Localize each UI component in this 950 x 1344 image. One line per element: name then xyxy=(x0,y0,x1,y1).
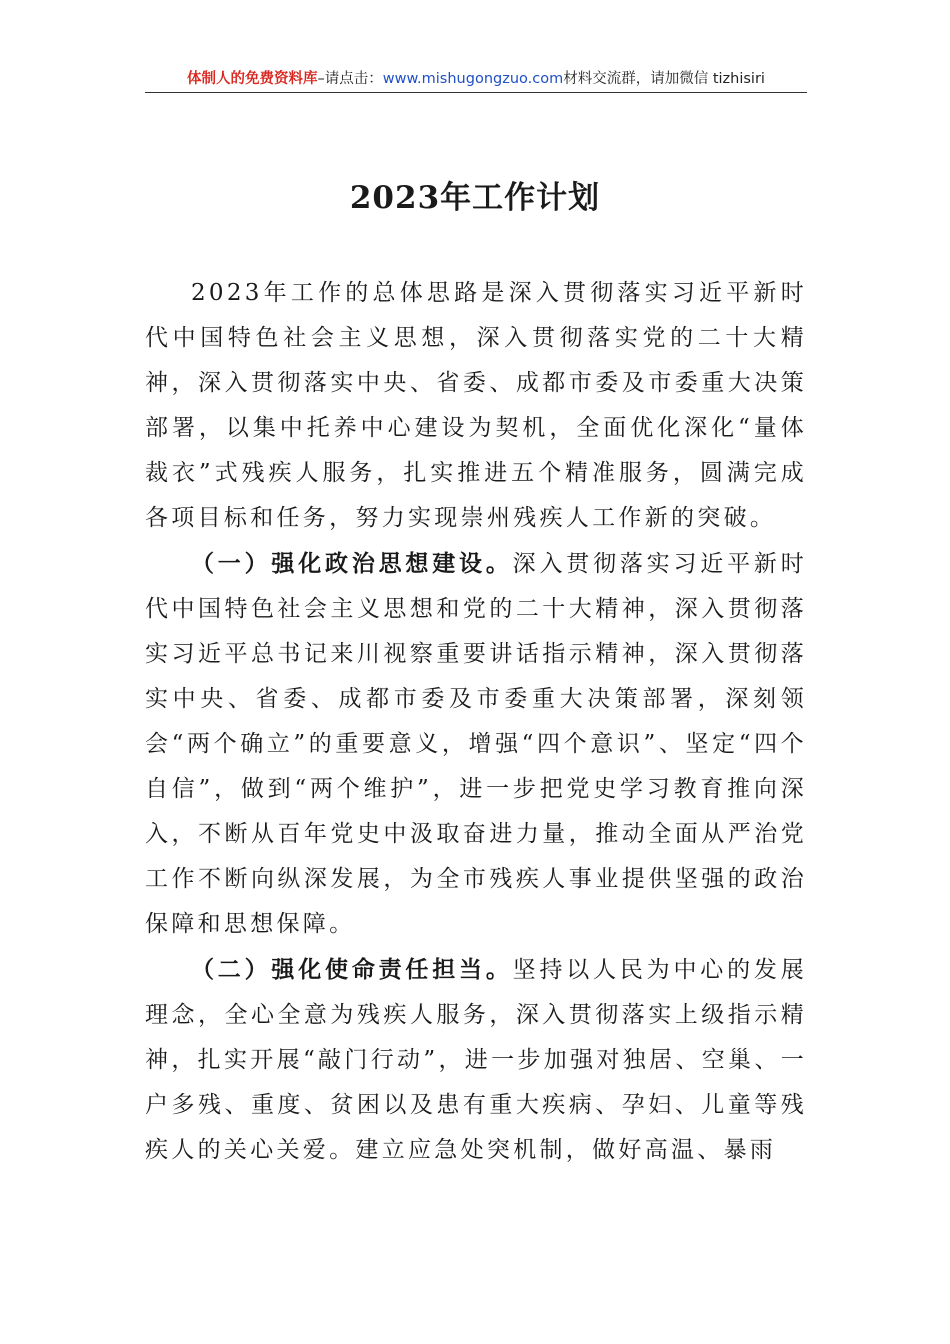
page-header xyxy=(145,68,807,93)
paragraph-section-1 xyxy=(145,541,807,947)
paragraph-text: 坚持以人民为中心的发展理念，全心全意为残疾人服务，深入贯彻落实上级指示精神，扎实开展“敲门行动”，进一步加强对独居、空巢、一户多残、重度、贫困以及患有重大疾病、孕妇、儿童等残疾人的关心关爱。建立应急处突机制，做好高温、暴雨 xyxy=(145,957,807,1163)
header-brand: 体制人的免费资料库 xyxy=(187,71,318,87)
paragraph-text: 深入贯彻落实习近平新时代中国特色社会主义思想和党的二十大精神，深入贯彻落实习近平总书记来川视察重要讲话指示精神，深入贯彻落实中央、省委、成都市委及市委重大决策部署，深刻领会“两个确立”的重要意义，增强“四个意识”、坚定“四个自信”，做到“两个维护”，进一步把党史学习教育推向深入，不断从百年党史中汲取奋进力量，推动全面从严治党工作不断向纵深发展，为全市残疾人事业提供坚强的政治保障和思想保障。 xyxy=(145,551,807,937)
header-prompt: –请点击： xyxy=(317,71,383,87)
paragraph-text: 2023年工作的总体思路是深入贯彻落实习近平新时代中国特色社会主义思想，深入贯彻落实党的二十大精神，深入贯彻落实中央、省委、成都市委及市委重大决策部署，以集中托养中心建设为契机，全面优化深化“量体裁衣”式残疾人服务，扎实推进五个精准服务，圆满完成各项目标和任务，努力实现崇州残疾人工作新的突破。 xyxy=(145,280,807,531)
paragraph-lead: （一）强化政治思想建设。 xyxy=(191,550,513,577)
paragraph-intro xyxy=(145,270,807,541)
paragraph-lead: （二）强化使命责任担当。 xyxy=(191,956,513,983)
header-contact: 材料交流群，请加微信 tizhisiri xyxy=(563,71,765,87)
paragraph-section-2 xyxy=(145,947,807,1173)
header-link[interactable]: www.mishugongzuo.com xyxy=(382,71,564,87)
document-body xyxy=(145,270,807,1173)
document-title: 2023年工作计划 xyxy=(349,180,601,216)
